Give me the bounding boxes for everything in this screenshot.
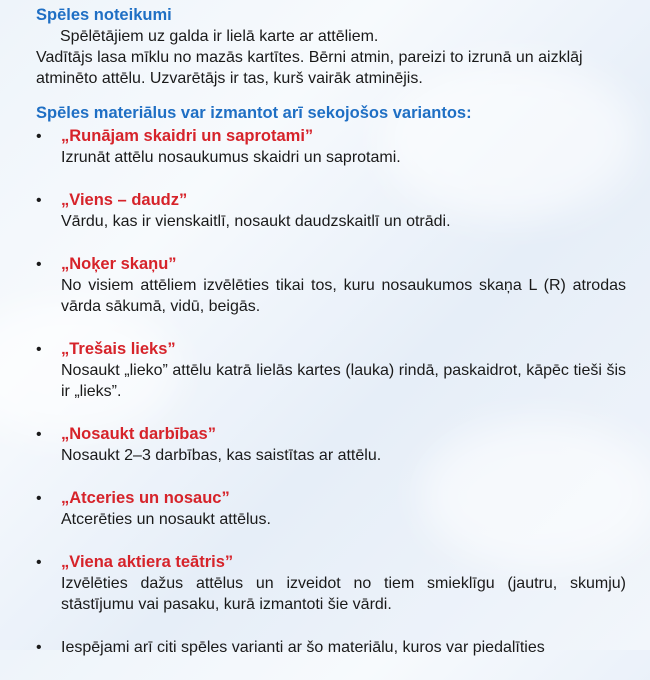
bullet-icon: • bbox=[36, 192, 42, 209]
variant-last-text: Iespējami arī citi spēles varianti ar šo materiālu, kuros var piedalīties bbox=[61, 639, 545, 656]
variant-description: Nosaukt „lieko” attēlu katrā lielās kartes (lauka) rindā, paskaidrot, kāpēc tieši šis ir „lieks”. bbox=[61, 362, 626, 400]
bullet-icon: • bbox=[36, 490, 42, 507]
bullet-icon: • bbox=[36, 426, 42, 443]
bullet-icon: • bbox=[36, 128, 42, 145]
variants-list bbox=[36, 126, 626, 658]
variant-description: Nosaukt 2–3 darbības, kas saistītas ar attēlu. bbox=[61, 447, 382, 464]
bullet-icon: • bbox=[36, 639, 42, 656]
list-item bbox=[36, 488, 626, 530]
bullet-icon: • bbox=[36, 341, 42, 358]
variant-description: Izvēlēties dažus attēlus un izveidot no tiem smieklīgu (jautru, skumju) stāstījumu vai pasaku, kurā izmantoti šie vārdi. bbox=[61, 575, 626, 613]
variants-title: Spēles materiālus var izmantot arī sekojošos variantos: bbox=[36, 104, 472, 122]
list-item bbox=[36, 339, 626, 402]
bullet-icon: • bbox=[36, 554, 42, 571]
list-item bbox=[36, 424, 626, 466]
list-item bbox=[36, 126, 626, 168]
variant-title: „Trešais lieks” bbox=[61, 340, 176, 358]
variant-title: „Viena aktiera teātris” bbox=[61, 553, 234, 571]
instructions-document bbox=[36, 5, 626, 680]
list-item bbox=[36, 552, 626, 615]
variant-description: Atcerēties un nosaukt attēlus. bbox=[61, 511, 271, 528]
list-item bbox=[36, 254, 626, 317]
variant-description: No visiem attēliem izvēlēties tikai tos, kuru nosaukumos skaņa L (R) atrodas vārda sākumā, vidū, beigās. bbox=[61, 277, 626, 315]
rules-line-2: Vadītājs lasa mīklu no mazās kartītes. Bērni atmin, pareizi to izrunā un aizklāj atminēto attēlu. Uzvarētājs ir tas, kurš vairāk atminējis. bbox=[36, 49, 583, 87]
variant-title: „Nosaukt darbības” bbox=[61, 425, 216, 443]
bullet-icon: • bbox=[36, 256, 42, 273]
list-item bbox=[36, 190, 626, 232]
variant-description: Vārdu, kas ir vienskaitlī, nosaukt daudzskaitlī un otrādi. bbox=[61, 213, 451, 230]
variant-title: „Atceries un nosauc” bbox=[61, 489, 230, 507]
rules-line-1: Spēlētājiem uz galda ir lielā karte ar attēliem. bbox=[60, 28, 379, 45]
variant-title: „Viens – daudz” bbox=[61, 191, 188, 209]
list-item bbox=[36, 637, 626, 658]
variant-title: „Noķer skaņu” bbox=[61, 255, 177, 273]
variant-title: „Runājam skaidri un saprotami” bbox=[61, 127, 314, 145]
variant-description: Izrunāt attēlu nosaukumus skaidri un saprotami. bbox=[61, 149, 401, 166]
rules-title: Spēles noteikumi bbox=[36, 6, 172, 24]
